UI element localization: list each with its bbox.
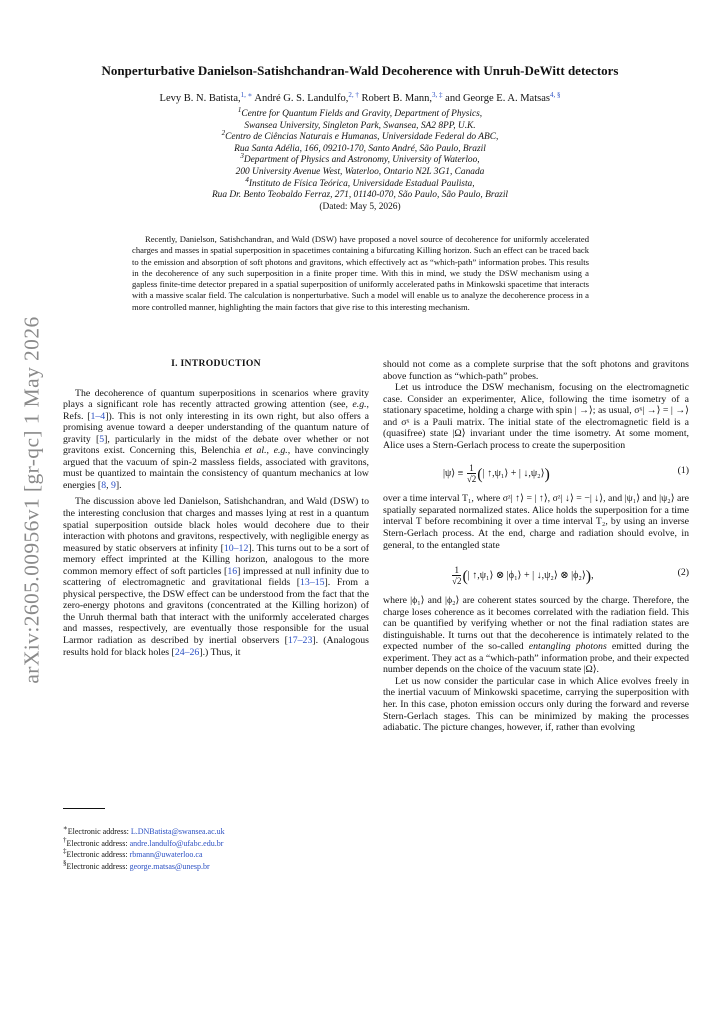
author-affil-mark[interactable]: 3, ‡ xyxy=(432,91,443,99)
affiliations xyxy=(100,106,620,213)
arxiv-sidebar-stamp xyxy=(2,300,62,700)
email-link[interactable]: rbmann@uwaterloo.ca xyxy=(129,850,203,860)
equation-number: (2) xyxy=(677,567,689,579)
affiliation-line: $^4$Instituto de Física Teórica, Universidade Estadual Paulista, xyxy=(245,175,475,189)
right-column xyxy=(383,359,689,734)
affiliation-line: $^2$Centro de Ciências Naturais e Humanas, Universidade Federal do ABC, xyxy=(221,129,499,143)
paragraph: over a time interval T₁, where σᶻ| ↑⟩ = | ↑⟩, σᶻ| ↓⟩ = −| ↓⟩, and |ψ₁⟩ and |ψ₂⟩ are spatially separated normalized states. Alice holds the superposition for a time interval T before recombining it over a time interval T₂, by using an inverse Stern-Gerlach process. At the end, charge and radiation should evolve, in general, to the entangled state xyxy=(383,493,689,551)
author: Robert B. Mann, xyxy=(361,93,433,104)
footnote: †Electronic address: andre.landulfo@ufabc.edu.br xyxy=(63,835,224,848)
left-column xyxy=(63,358,369,658)
author-affil-mark[interactable]: 1, ∗ xyxy=(240,91,253,99)
affiliation-line: 200 University Avenue West, Waterloo, Ontario N2L 3G1, Canada xyxy=(235,166,485,177)
author-affil-mark[interactable]: 2, † xyxy=(348,91,359,99)
paragraph: Let us introduce the DSW mechanism, focusing on the electromagnetic case. Consider an experimenter, Alice, following the time isometry of a stationary spacetime, holding a charge with spin | →⟩; as usual, σˣ| →⟩ = | →⟩ and σˣ is a Pauli matrix. The initial state of the electromagnetic field is a (quasifree) state |Ω⟩ invariant under the time isometry. At some moment, Alice uses a Stern-Gerlach process to create the superposition xyxy=(383,382,689,451)
affiliation-line: $^1$Centre for Quantum Fields and Gravity, Department of Physics, xyxy=(237,106,483,119)
footnote: ‡Electronic address: rbmann@uwaterloo.ca xyxy=(63,847,203,860)
paragraph: Let us now consider the particular case in which Alice evolves freely in the inertial vacuum of Minkowski spacetime, carrying the superposition with her. In this case, photon emission occurs only during the forward and reverse Stern-Gerlach stages. This can be minimized by making the processes adiabatic. The picture changes, however, if, rather than evolving xyxy=(383,675,689,734)
paragraph: The discussion above led Danielson, Satishchandran, and Wald (DSW) to the interesting conclusion that charges and masses lying at rest in a quantum spatial superposition outside black holes would decohere due to their interaction with photons and gravitons, respectively, with negligible energy as measured by static observers at infinity [10–12]. This turns out to be a sort of memory effect imprinted at the Killing horizon, analogous to the more common memory effect of soft particles [16] impressed at null infinity due to scattering of electromagnetic and gravitational fields [13–15]. From a physical perspective, the DSW effect can be understood from the fact that the zero-energy photons and gravitons (concentrated at the Killing horizon) of the Unruh thermal bath that interact with the uniformly accelerated charges and masses, respectively, are eventually those responsible for the usual Larmor radiation as described by inertial observers [17–23]. (Analogous results hold for black holes [24–26].) Thus, it xyxy=(63,496,370,658)
email-link[interactable]: andre.landulfo@ufabc.edu.br xyxy=(129,838,224,848)
section-heading: I. INTRODUCTION xyxy=(171,358,261,369)
paragraph: where |ϕ₁⟩ and |ϕ₂⟩ are coherent states sourced by the charge. Therefore, the charge loses coherence as it becomes correlated with the radiation field. This can be quantified by verifying whether or not the final radiation states are distinguishable. It turns out that the decoherence is intimately related to the expected number of the so-called entangling photons emitted during the experiment. They act as a “which-path” information probe, and their expected number depends on the choice of the vacuum state |Ω⟩. xyxy=(383,595,689,676)
affiliation-line: $^3$Department of Physics and Astronomy, University of Waterloo, xyxy=(240,152,480,166)
paragraph: The decoherence of quantum superpositions in scenarios where gravity plays a significant role has recently attracted growing attention (see, e.g., Refs. [1–4]). This is not only interesting in its own right, but also offers a promising avenue toward a deeper understanding of the quantum nature of gravity [5], particularly in the midst of the debate over whether or not gravitons exist. Concerning this, Belenchia et al., e.g., have convincingly argued that the vacuum of spin-2 massless fields, associated with gravitons, must be quantized to maintain the consistency of quantum mechanics at low energies [8, 9]. xyxy=(63,387,370,491)
equation-number: (1) xyxy=(677,465,689,477)
author: Levy B. N. Batista, xyxy=(159,93,241,104)
affiliation-line: Rua Santa Adélia, 166, 09210-170, Santo André, São Paulo, Brazil xyxy=(234,143,486,154)
abstract: Recently, Danielson, Satishchandran, and Wald (DSW) have proposed a novel source of decoherence for uniformly accelerated charges and masses in spatial superposition in spacetimes containing a bifurcating Killing horizon. Such an effect can be traced back to the emission and absorption of soft photons and gravitons, which effectively act as “which-path” information probes. This results in the decoherence of any such superposition in a finite proper time. With this in mind, we study the DSW mechanism using a gapless finite-time detector prepared in a spatial superposition of uniformly accelerated paths in Minkowski spacetime that interacts with a massive scalar field. The calculation is nonperturbative. Such a model will enable us to analyze the decoherence process in a more controlled manner, highlighting the main factors that give rise to this interesting mechanism. xyxy=(132,234,589,312)
citation-link[interactable]: 17–23 xyxy=(287,635,313,647)
citation-link[interactable]: 24–26 xyxy=(174,646,200,658)
author: André G. S. Landulfo, xyxy=(254,93,349,104)
paper-title: Nonperturbative Danielson-Satishchandran-Wald Decoherence with Unruh-DeWitt detectors xyxy=(101,63,619,78)
paragraph: should not come as a complete surprise that the soft photons and gravitons above function as “which-path” probes. xyxy=(383,359,689,382)
citation-link[interactable]: 8 xyxy=(101,479,107,491)
affiliation-line: Rua Dr. Bento Teobaldo Ferraz, 271, 01140-070, São Paulo, São Paulo, Brazil xyxy=(211,190,509,201)
equation-1: |ψ⟩ ≡ $\frac{1}{√2}$ (| ↑,ψ₁⟩ + | ↓,ψ₂⟩) (1) xyxy=(443,463,689,485)
author: and George E. A. Matsas xyxy=(445,93,550,104)
footnote: ∗Electronic address: L.DNBatista@swansea.ac.uk xyxy=(63,824,225,836)
arxiv-identifier: arXiv:2605.00956v1 [gr-qc] 1 May 2026 xyxy=(19,316,44,684)
email-link[interactable]: L.DNBatista@swansea.ac.uk xyxy=(130,827,225,836)
author-affil-mark[interactable]: 4, § xyxy=(549,91,561,99)
citation-link[interactable]: 13–15 xyxy=(300,577,325,589)
citation-link[interactable]: 1–4 xyxy=(90,410,106,422)
author-list xyxy=(60,93,660,104)
footnote: §Electronic address: george.matsas@unesp.br xyxy=(63,858,210,871)
footnotes xyxy=(63,826,225,872)
footnote-rule xyxy=(63,808,105,809)
citation-link[interactable]: 10–12 xyxy=(223,542,249,554)
email-link[interactable]: george.matsas@unesp.br xyxy=(129,861,210,871)
citation-link[interactable]: 5 xyxy=(99,433,105,445)
citation-link[interactable]: 16 xyxy=(227,565,238,577)
citation-link[interactable]: 9 xyxy=(111,479,116,491)
equation-2: $\frac{1}{√2}$ (| ↑,ψ₁⟩ ⊗ |ϕ₁⟩ + | ↓,ψ₂⟩ ⊗ |ϕ₂⟩), (2) xyxy=(452,565,689,587)
dated-line: (Dated: May 5, 2026) xyxy=(319,201,401,212)
affiliation-line: Swansea University, Singleton Park, Swansea, SA2 8PP, U.K. xyxy=(244,120,476,131)
